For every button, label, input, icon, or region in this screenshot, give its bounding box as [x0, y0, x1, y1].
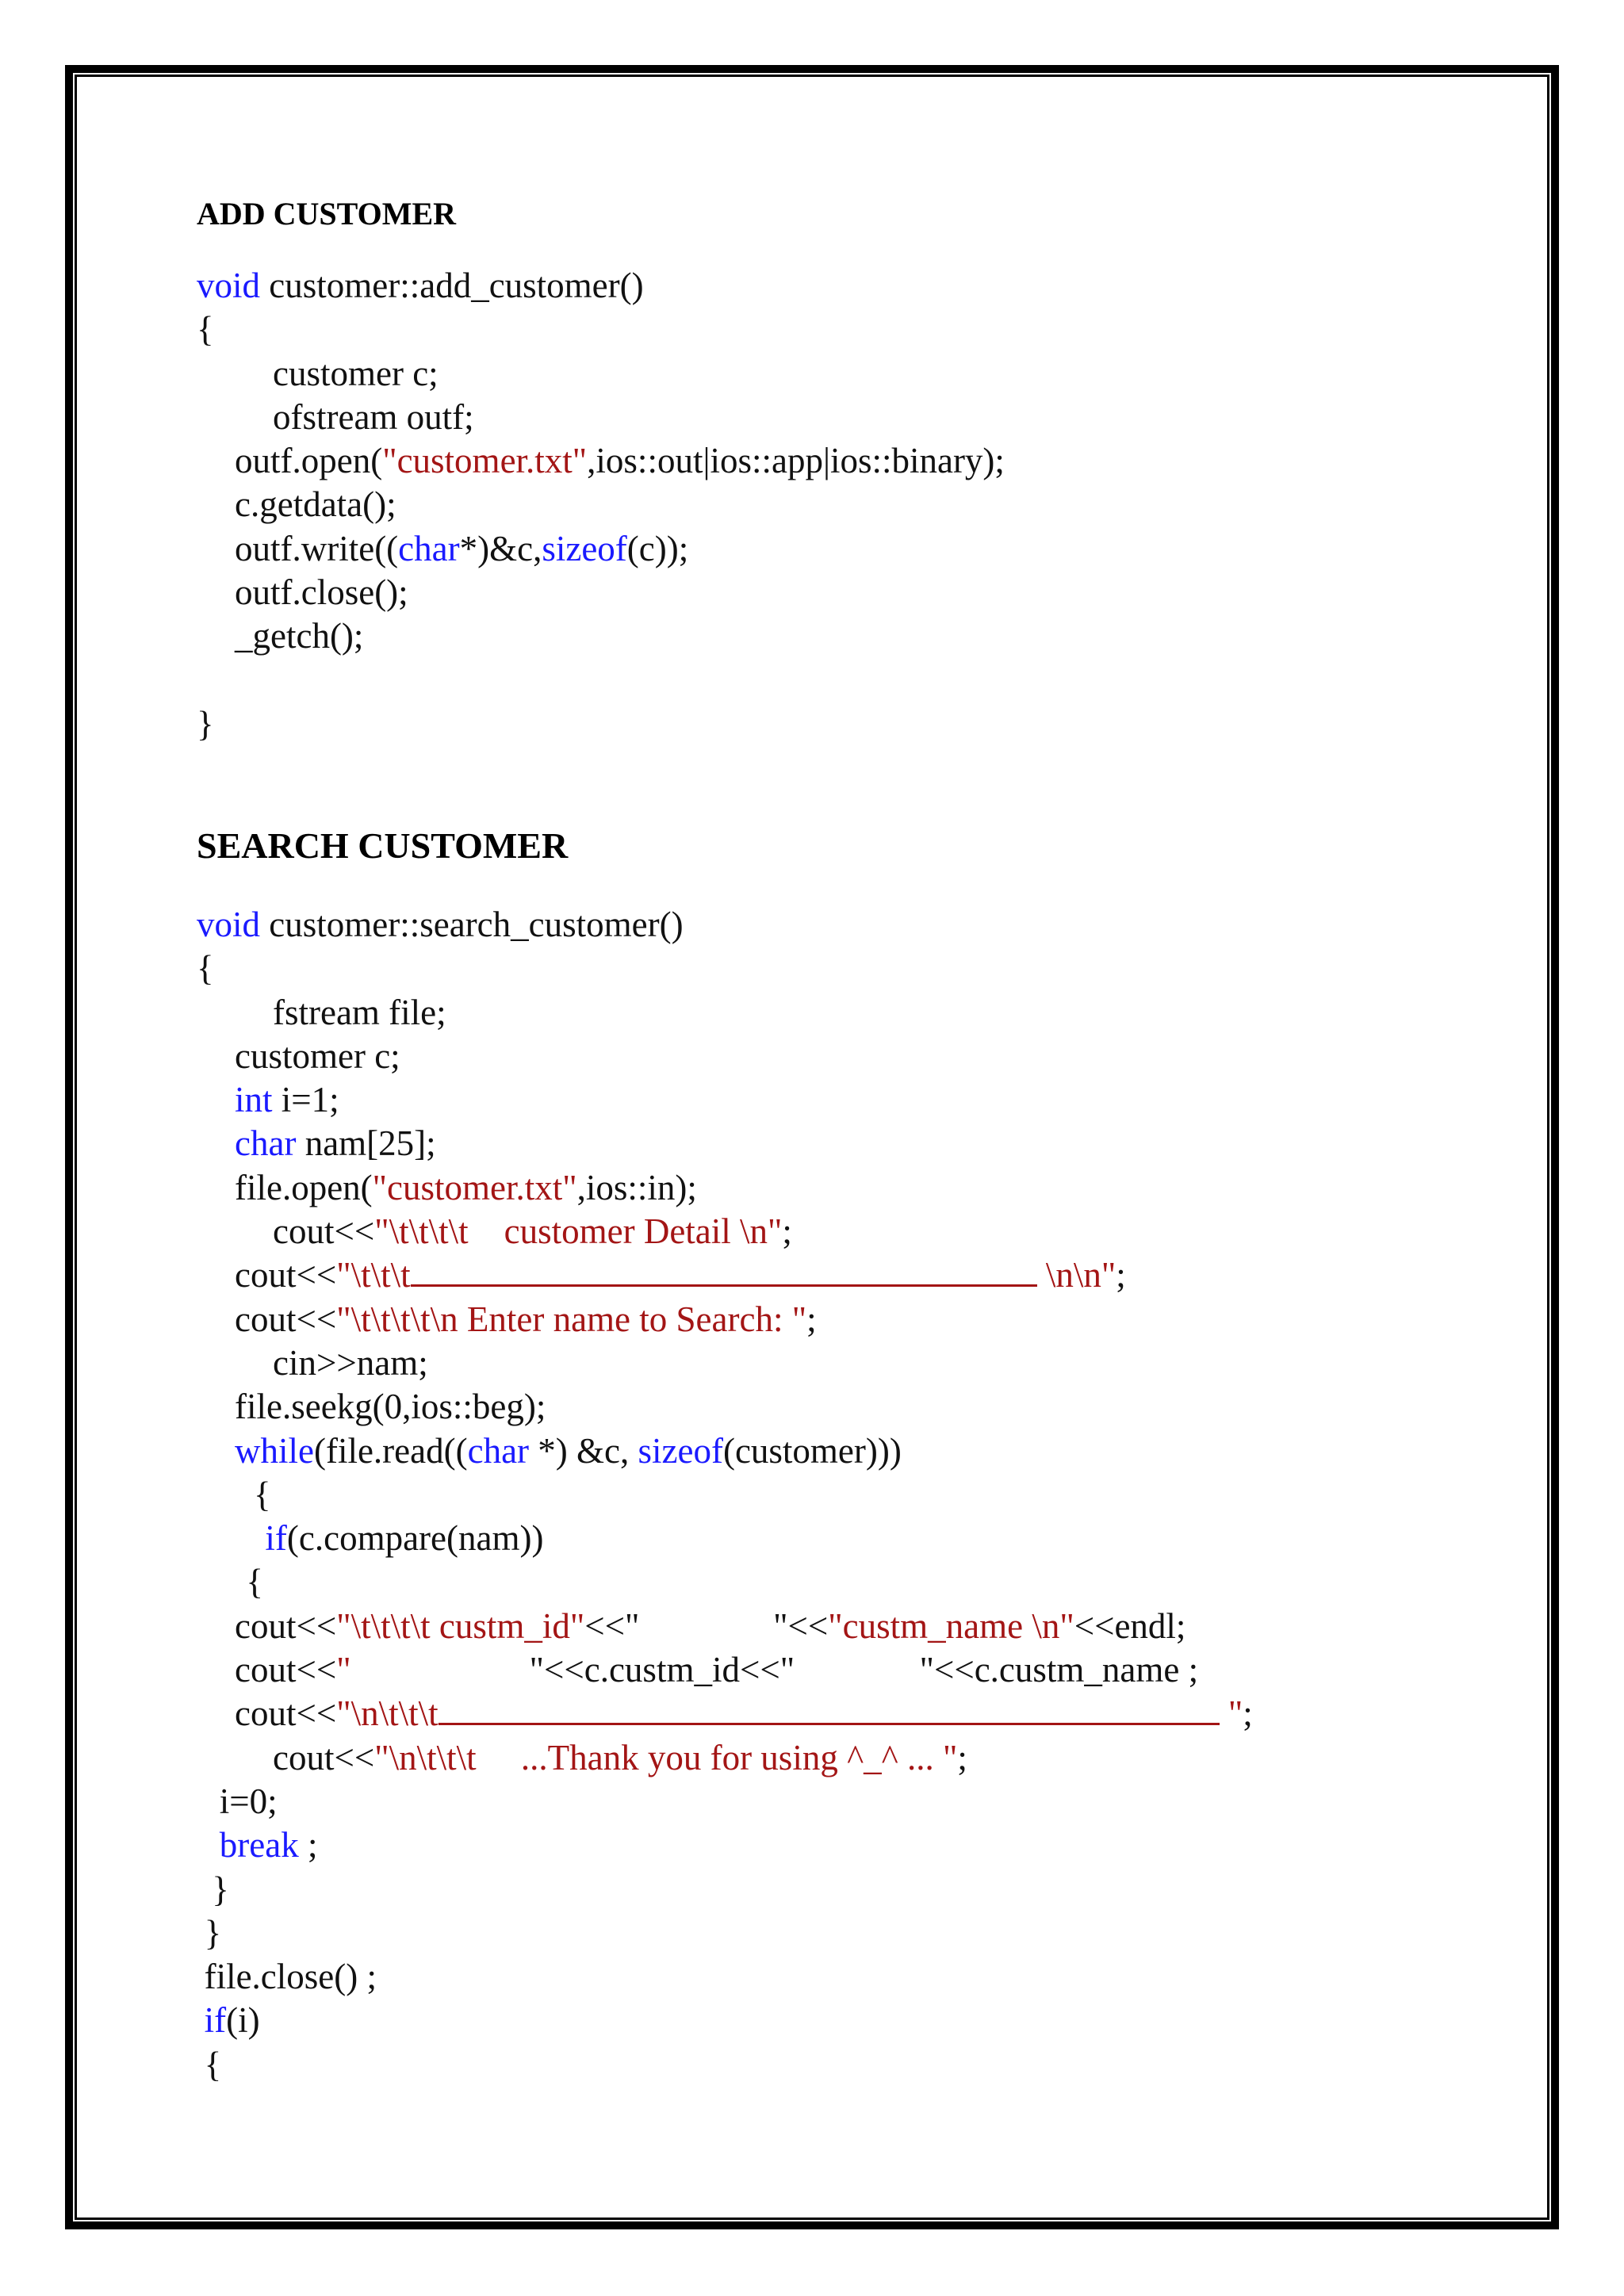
code-text: file.seekg(0,ios::beg); [235, 1387, 546, 1427]
add-code-line [197, 396, 1005, 439]
code-string: "customer.txt" [382, 441, 588, 481]
add-code-line [197, 264, 1005, 308]
code-text: ; [1243, 1693, 1253, 1734]
code-text: customer c; [235, 1035, 400, 1076]
code-text: outf.close(); [235, 572, 408, 613]
code-text: file.open( [235, 1167, 373, 1207]
code-text: ,ios::out|ios::app|ios::binary); [587, 441, 1005, 481]
underline-rule [439, 1693, 1220, 1725]
code-text: fstream file; [273, 992, 446, 1032]
code-keyword: char [398, 528, 460, 568]
add-code-line [197, 308, 1005, 351]
add-customer-code-block [197, 264, 1005, 746]
search-code-line [197, 1122, 1253, 1165]
search-code-line [197, 991, 1253, 1035]
add-customer-heading: ADD CUSTOMER [197, 196, 457, 232]
search-code-line [197, 1035, 1253, 1078]
code-text: ; [806, 1299, 817, 1339]
code-text: cout<< [273, 1211, 375, 1252]
code-string: \n\n" [1036, 1255, 1116, 1295]
search-code-line [197, 1473, 1253, 1517]
add-code-line [197, 527, 1005, 571]
search-code-line [197, 1736, 1253, 1780]
code-text: nam[25]; [296, 1123, 436, 1164]
code-string: "\n\t\t\t ...Thank you for using ^_^ ... " [374, 1737, 958, 1777]
add-code-line [197, 439, 1005, 483]
code-text: { [246, 1562, 263, 1602]
code-text: ; [957, 1737, 967, 1777]
code-text: } [197, 703, 214, 744]
code-text: (c.compare(nam)) [286, 1518, 544, 1559]
code-string: "custm_name \n" [828, 1605, 1074, 1646]
search-code-line [197, 1692, 1253, 1735]
code-text: customer::search_customer() [260, 905, 684, 944]
search-code-line [197, 1210, 1253, 1253]
code-text: i=0; [219, 1781, 278, 1821]
code-text: cout<< [235, 1693, 337, 1734]
code-text: _getch(); [235, 616, 364, 656]
code-text: outf.write(( [235, 528, 399, 568]
code-text: { [197, 948, 214, 989]
search-code-line [197, 1868, 1253, 1911]
code-text: cout<< [273, 1737, 375, 1777]
search-code-line [197, 1648, 1253, 1692]
code-text: } [204, 1912, 222, 1953]
search-code-line [197, 1298, 1253, 1341]
code-string: "\t\t\t\t custm_id" [336, 1605, 585, 1646]
search-code-line [197, 1780, 1253, 1823]
search-code-line [197, 1253, 1253, 1297]
code-keyword: if [265, 1518, 287, 1559]
code-text: } [212, 1869, 229, 1909]
underline-rule [411, 1254, 1037, 1287]
search-code-line [197, 903, 1253, 947]
add-code-line [197, 659, 1005, 702]
code-keyword: int [235, 1080, 273, 1120]
search-code-line [197, 1999, 1253, 2042]
code-text: { [204, 2044, 222, 2084]
code-text: cout<< [235, 1650, 337, 1690]
search-code-line [197, 1911, 1253, 1955]
code-text: *) &c, [529, 1430, 638, 1471]
search-code-line [197, 1429, 1253, 1473]
code-text: { [254, 1474, 271, 1514]
code-text: (c)); [626, 528, 689, 568]
code-text: customer c; [273, 353, 439, 393]
code-text: cout<< [235, 1255, 337, 1295]
code-text: ,ios::in); [576, 1167, 697, 1207]
search-customer-code-block [197, 903, 1253, 2087]
add-code-line [197, 702, 1005, 746]
code-keyword: void [197, 905, 261, 944]
code-string: "\t\t\t [336, 1255, 411, 1295]
code-text: (i) [226, 2000, 260, 2041]
code-text: i=1; [272, 1080, 339, 1120]
code-keyword: break [219, 1825, 299, 1866]
code-text: outf.open( [235, 441, 383, 481]
code-string: "\n\t\t\t [336, 1693, 439, 1734]
code-text: { [197, 309, 214, 350]
code-text: ; [782, 1211, 792, 1252]
code-text: ; [1116, 1255, 1126, 1295]
code-text: ofstream outf; [273, 396, 474, 437]
code-text: <<" "<< [584, 1605, 829, 1646]
code-text: <<endl; [1074, 1605, 1186, 1646]
code-keyword: while [235, 1430, 314, 1471]
search-code-line [197, 1385, 1253, 1429]
code-text: file.close() ; [204, 1957, 377, 1997]
code-string: "\t\t\t\t\n Enter name to Search: " [336, 1299, 807, 1339]
code-string: " [336, 1650, 530, 1690]
add-code-line [197, 571, 1005, 614]
search-code-line [197, 1823, 1253, 1867]
search-code-line [197, 1560, 1253, 1604]
code-text: cout<< [235, 1299, 337, 1339]
search-code-line [197, 1341, 1253, 1385]
code-keyword: char [235, 1123, 297, 1164]
code-text: ; [298, 1825, 318, 1866]
code-text: "<<c.custm_id<<" "<<c.custm_name ; [529, 1650, 1199, 1690]
search-customer-heading: SEARCH CUSTOMER [197, 825, 569, 866]
code-keyword: void [197, 266, 261, 305]
search-code-line [197, 1605, 1253, 1648]
code-keyword: sizeof [542, 528, 627, 568]
code-string: "customer.txt" [372, 1167, 577, 1207]
add-code-line [197, 483, 1005, 526]
code-string: "\t\t\t\t customer Detail \n" [374, 1211, 783, 1252]
code-keyword: char [467, 1430, 530, 1471]
code-text: (customer))) [722, 1430, 902, 1471]
search-code-line [197, 947, 1253, 990]
code-string: " [1219, 1693, 1243, 1734]
search-code-line [197, 2043, 1253, 2087]
code-text: customer::add_customer() [260, 266, 644, 305]
code-keyword: if [204, 2000, 227, 2041]
search-code-line [197, 1078, 1253, 1122]
code-text: cin>>nam; [273, 1342, 428, 1383]
code-text: cout<< [235, 1605, 337, 1646]
code-keyword: sizeof [638, 1430, 723, 1471]
add-code-line [197, 614, 1005, 658]
search-code-line [197, 1166, 1253, 1210]
code-text: (file.read(( [313, 1430, 468, 1471]
add-code-line [197, 352, 1005, 396]
code-text: *)&c, [459, 528, 542, 568]
code-text: c.getdata(); [235, 484, 396, 525]
search-code-line [197, 1955, 1253, 1999]
search-code-line [197, 1517, 1253, 1560]
